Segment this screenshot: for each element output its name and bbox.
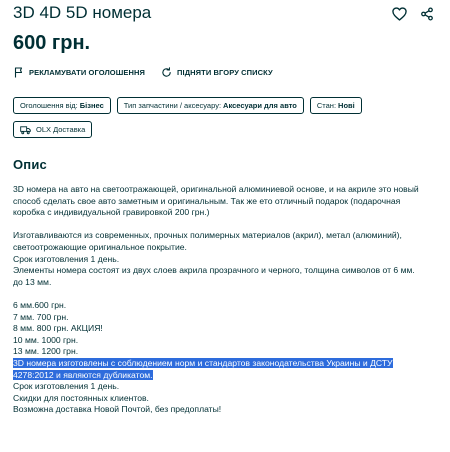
tag-part-type[interactable]: [117, 97, 304, 114]
tag-olx-delivery[interactable]: [13, 121, 92, 138]
delivery-truck-icon: [20, 124, 31, 135]
raise-ad-button[interactable]: [161, 67, 273, 78]
description-text: [13, 184, 441, 416]
tag-condition[interactable]: [310, 97, 362, 114]
ad-actions: [13, 65, 273, 79]
listing-title: 3D 4D 5D номера: [13, 3, 152, 22]
share-button[interactable]: [418, 5, 436, 23]
flag-icon: [13, 67, 24, 78]
heart-icon: [392, 7, 407, 21]
description-line: способ сделать свое авто заметным и оригинальным. Так же ето отличный подарок (подарочная: [13, 195, 401, 206]
description-line: Скидки для постоянных клиентов.: [13, 392, 149, 403]
description-selected-line: [13, 358, 441, 370]
share-icon: [420, 7, 434, 21]
description-line: 3D номера на авто на светоотражающей, оригинальной алюминиевой основе, и на акриле это новый: [13, 184, 419, 194]
text-selection: 3D номера изготовлены с соблюдением норм и стандартов законодательства Украины и ДСТУ: [13, 357, 393, 368]
description-blank-line: [13, 219, 441, 231]
tag-label: OLX Доставка: [36, 125, 86, 134]
title-row: [13, 3, 442, 25]
tag-label: Оголошення від:: [20, 101, 78, 110]
tag-row-delivery: [13, 121, 443, 138]
text-selection: 4278:2012 и являются дубликатом.: [13, 369, 153, 380]
description-line: до 13 мм.: [13, 276, 52, 287]
description-selected-line: [13, 370, 441, 382]
description-blank-line: [13, 288, 441, 300]
description-line: Срок изготовления 1 день.: [13, 253, 120, 264]
tag-value: Нові: [338, 101, 355, 110]
description-line: Срок изготовления 1 день.: [13, 381, 120, 392]
favorite-button[interactable]: [390, 5, 408, 23]
description-heading: Опис: [13, 157, 47, 172]
listing-price: 600 грн.: [13, 32, 91, 54]
description-line: коробка с индивидуальной гравировкой 200 грн.): [13, 207, 210, 218]
description-line: Изготавливаются из современных, прочных полимерных материалов (акрил), метал (алюминий),: [13, 230, 402, 241]
parameters-tags: [13, 97, 443, 145]
tag-value: Бізнес: [79, 101, 104, 110]
raise-ad-label: ПІДНЯТИ ВГОРУ СПИСКУ: [177, 67, 273, 77]
description-line: Возможна доставка Новой Почтой, без предоплаты!: [13, 404, 222, 415]
description-line: Элементы номера состоят из двух слоев акрила прозрачного и черного, толщина символов от 6 мм.: [13, 265, 415, 276]
promote-ad-label: РЕКЛАМУВАТИ ОГОЛОШЕННЯ: [29, 67, 146, 77]
tag-seller-type[interactable]: [13, 97, 111, 114]
promote-ad-button[interactable]: [13, 67, 145, 78]
description-line: 13 мм. 1200 грн.: [13, 346, 79, 357]
description-line: 7 мм. 700 грн.: [13, 311, 69, 322]
tag-value: Аксесуари для авто: [223, 101, 297, 110]
title-actions: [390, 5, 436, 23]
description-line: 6 мм.600 грн.: [13, 299, 67, 310]
description-line: 10 мм. 1000 грн.: [13, 334, 79, 345]
tag-row-parameters: [13, 97, 443, 114]
tag-label: Стан:: [316, 101, 337, 110]
description-line: светоотрожающие оригинальное покрытие.: [13, 241, 187, 252]
description-line: 8 мм. 800 грн. АКЦИЯ!: [13, 323, 103, 334]
tag-label: Тип запчастини / аксесуару:: [123, 101, 222, 110]
refresh-icon: [161, 67, 172, 78]
